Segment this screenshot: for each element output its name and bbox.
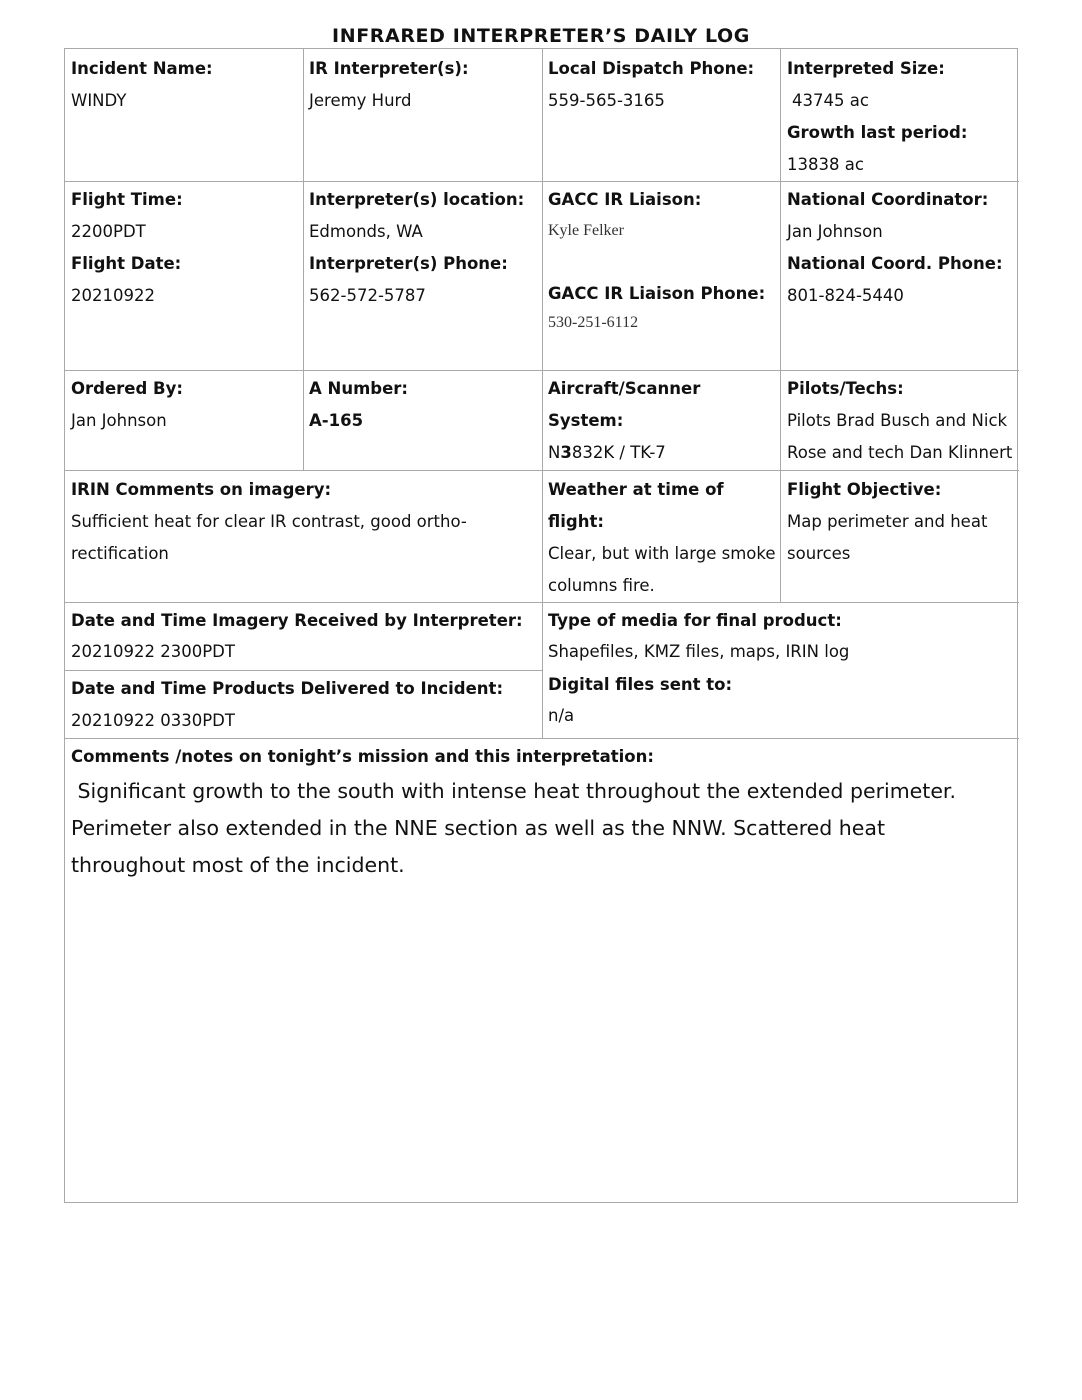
gacc-liaison-phone-label: GACC IR Liaison Phone: (548, 284, 766, 303)
irin-comments-label: IRIN Comments on imagery: (71, 480, 332, 499)
column-divider (542, 49, 543, 738)
products-delivered-label: Date and Time Products Delivered to Incident: (71, 679, 504, 698)
irin-comments-value-line1: Sufficient heat for clear IR contrast, good ortho- (71, 512, 467, 531)
interpreter-phone-value: 562-572-5787 (309, 286, 426, 305)
flight-time-value: 2200PDT (71, 222, 146, 241)
interpreter-phone-label: Interpreter(s) Phone: (309, 254, 508, 273)
gacc-liaison-value: Kyle Felker (548, 222, 624, 239)
aircraft-scanner-label-line2: System: (548, 411, 624, 430)
log-form (64, 48, 1018, 1203)
pilots-techs-value-line2: Rose and tech Dan Klinnert (787, 443, 1013, 462)
gacc-liaison-label: GACC IR Liaison: (548, 190, 702, 209)
pilots-techs-label: Pilots/Techs: (787, 379, 904, 398)
ir-interpreters-value: Jeremy Hurd (309, 91, 412, 110)
flight-objective-value-line2: sources (787, 544, 851, 563)
ir-interpreters-label: IR Interpreter(s): (309, 59, 469, 78)
a-number-label: A Number: (309, 379, 408, 398)
weather-value-line2: columns fire. (548, 576, 655, 595)
comments-value: Significant growth to the south with intense heat throughout the extended perimeter. Perimeter also extended in the NNE section as well as the NNW. Scattered heat throughout most of the incident. (71, 779, 963, 877)
local-dispatch-phone-value: 559-565-3165 (548, 91, 665, 110)
gacc-liaison-phone-value: 530-251-6112 (548, 314, 639, 331)
local-dispatch-phone-label: Local Dispatch Phone: (548, 59, 755, 78)
interpreted-size-label: Interpreted Size: (787, 59, 945, 78)
incident-name-label: Incident Name: (71, 59, 213, 78)
growth-last-period-value: 13838 ac (787, 155, 864, 174)
national-coord-phone-value: 801-824-5440 (787, 286, 904, 305)
weather-label-line1: Weather at time of (548, 480, 724, 499)
aircraft-tail-rest: 832K / TK-7 (571, 443, 666, 462)
aircraft-scanner-label-line1: Aircraft/Scanner (548, 379, 701, 398)
ordered-by-value: Jan Johnson (71, 411, 167, 430)
national-coordinator-label: National Coordinator: (787, 190, 989, 209)
flight-date-label: Flight Date: (71, 254, 182, 273)
growth-last-period-label: Growth last period: (787, 123, 968, 142)
comments-label: Comments /notes on tonight’s mission and this interpretation: (71, 747, 654, 766)
a-number-value: A-165 (309, 411, 364, 430)
interpreted-size-value: 43745 ac (792, 91, 869, 110)
imagery-received-value: 20210922 2300PDT (71, 642, 235, 661)
pilots-techs-value-line1: Pilots Brad Busch and Nick (787, 411, 1008, 430)
row-divider (65, 670, 542, 671)
irin-comments-value-line2: rectification (71, 544, 169, 563)
page-title: INFRARED INTERPRETER’S DAILY LOG (332, 25, 750, 47)
flight-time-label: Flight Time: (71, 190, 183, 209)
flight-objective-value-line1: Map perimeter and heat (787, 512, 988, 531)
media-type-value: Shapefiles, KMZ files, maps, IRIN log (548, 642, 850, 661)
imagery-received-label: Date and Time Imagery Received by Interpreter: (71, 611, 523, 630)
digital-files-value: n/a (548, 706, 575, 725)
weather-value-line1: Clear, but with large smoke (548, 544, 776, 563)
interpreter-location-label: Interpreter(s) location: (309, 190, 525, 209)
column-divider (303, 49, 304, 470)
column-divider (780, 49, 781, 602)
national-coord-phone-label: National Coord. Phone: (787, 254, 1003, 273)
digital-files-label: Digital files sent to: (548, 675, 733, 694)
aircraft-tail-bold-digit: 3 (560, 443, 572, 462)
flight-objective-label: Flight Objective: (787, 480, 942, 499)
products-delivered-value: 20210922 0330PDT (71, 711, 235, 730)
aircraft-scanner-value (548, 443, 666, 463)
aircraft-tail-prefix: N (548, 443, 561, 462)
row-divider (65, 738, 1019, 739)
incident-name-value: WINDY (71, 91, 127, 110)
flight-date-value: 20210922 (71, 286, 155, 305)
ordered-by-label: Ordered By: (71, 379, 183, 398)
interpreter-location-value: Edmonds, WA (309, 222, 423, 241)
media-type-label: Type of media for final product: (548, 611, 842, 630)
national-coordinator-value: Jan Johnson (787, 222, 883, 241)
weather-label-line2: flight: (548, 512, 604, 531)
